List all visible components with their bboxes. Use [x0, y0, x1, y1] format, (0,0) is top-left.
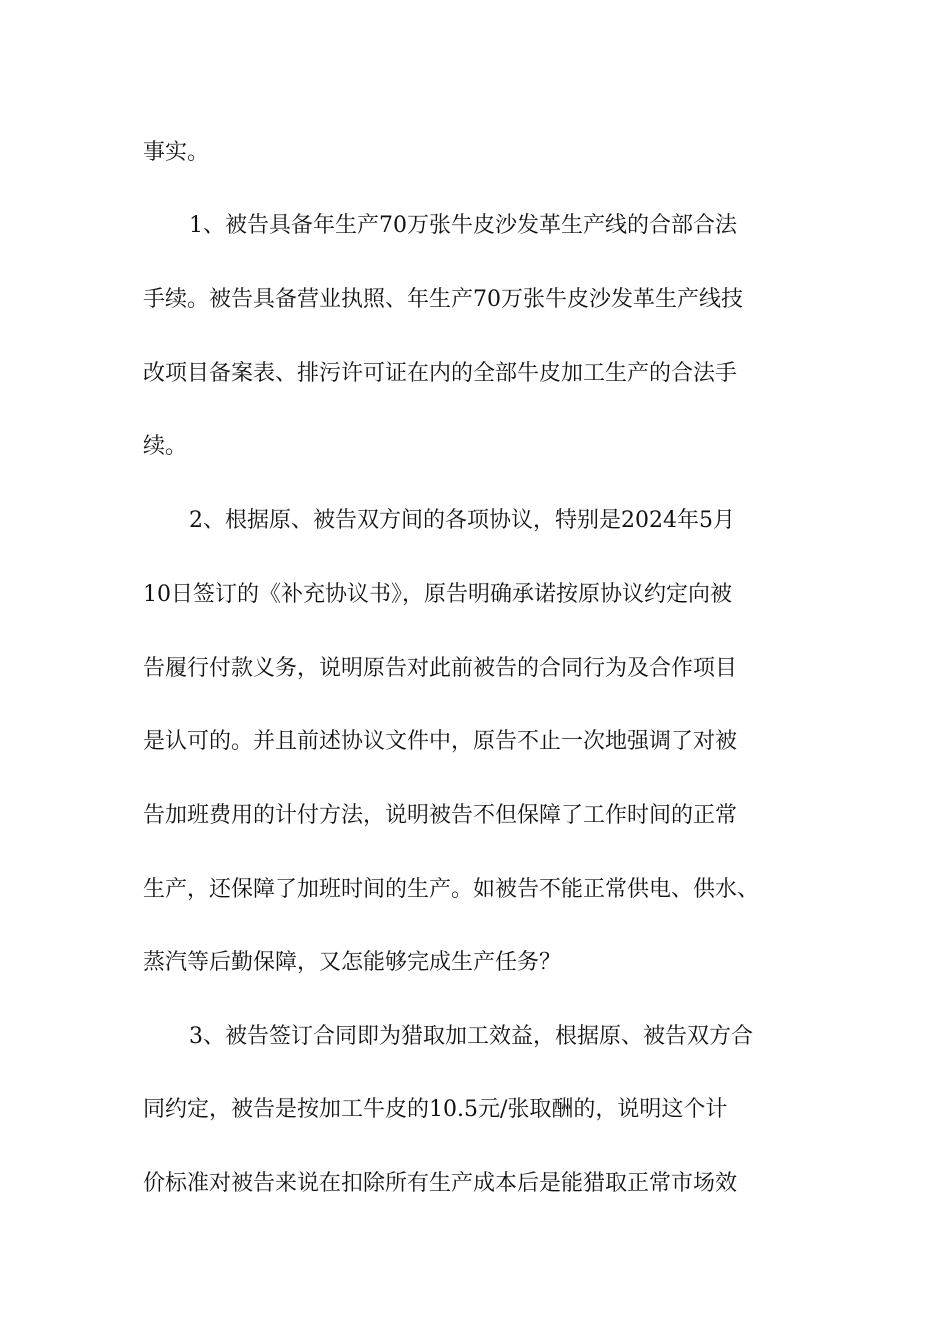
text-line: 10日签订的《补充协议书》，原告明确承诺按原协议约定向被 [143, 582, 732, 607]
text-line: 价标准对被告来说在扣除所有生产成本后是能猎取正常市场效 [143, 1171, 738, 1196]
text-line: 事实。 [143, 140, 210, 165]
text-line: 同约定，被告是按加工牛皮的10.5元/张取酬的，说明这个计 [143, 1097, 728, 1122]
text-line: 告履行付款义务，说明原告对此前被告的合同行为及合作项目 [143, 656, 738, 681]
text-line: 手续。被告具备营业执照、年生产70万张牛皮沙发革生产线技 [143, 287, 743, 312]
text-line: 改项目备案表、排污许可证在内的全部牛皮加工生产的合法手 [143, 361, 738, 386]
text-line: 续。 [143, 434, 188, 459]
text-line: 告加班费用的计付方法，说明被告不但保障了工作时间的正常 [143, 803, 738, 828]
text-line: 蒸汽等后勤保障，又怎能够完成生产任务？ [143, 950, 562, 975]
paragraph-1-line: 1、被告具备年生产70万张牛皮沙发革生产线的合部合法 [189, 213, 737, 238]
text-line: 是认可的。并且前述协议文件中，原告不止一次地强调了对被 [143, 729, 738, 754]
paragraph-3-line: 3、被告签订合同即为猎取加工效益，根据原、被告双方合 [189, 1024, 753, 1049]
paragraph-2-line: 2、根据原、被告双方间的各项协议，特别是2024年5月 [189, 508, 735, 533]
text-line: 生产，还保障了加班时间的生产。如被告不能正常供电、供水、 [143, 877, 760, 902]
